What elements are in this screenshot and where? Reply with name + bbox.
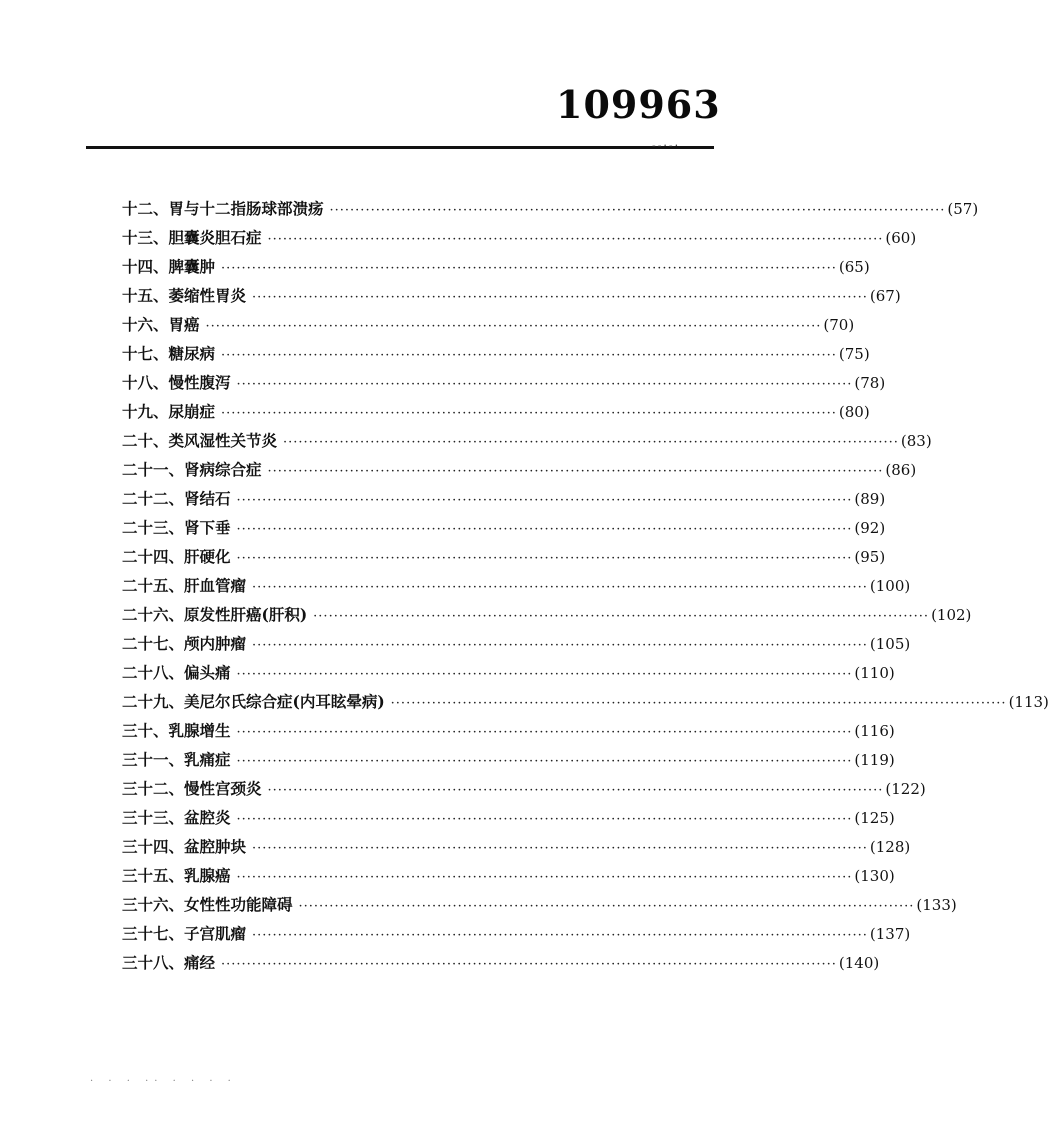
toc-entry [122,603,972,632]
toc-entry-page: (89) [854,490,886,508]
toc-entry [122,226,917,255]
toc-leader-dots: ························································································································ [236,493,853,508]
toc-entry-title: 十九、尿崩症 [122,402,216,421]
toc-entry [122,806,895,835]
toc-entry [122,864,895,893]
toc-leader-dots: ························································································································ [221,406,837,421]
toc-entry [122,632,911,661]
toc-entry-page: (125) [854,809,895,827]
toc-entry [122,487,886,516]
toc-entry [122,719,895,748]
toc-entry-title: 二十四、肝硬化 [122,547,231,566]
toc-entry-page: (75) [838,345,870,363]
toc-leader-dots: ························································································································ [236,551,853,566]
toc-leader-dots: ························································································································ [283,435,899,450]
toc-leader-dots: ························································································································ [236,522,853,537]
toc-entry-title: 三十七、子宫肌瘤 [122,924,247,943]
toc-entry-page: (102) [931,606,972,624]
toc-entry-title: 三十六、女性性功能障碍 [122,895,293,914]
toc-entry [122,545,886,574]
toc-leader-dots: ························································································································ [252,290,868,305]
toc-leader-dots: ························································································································ [221,348,837,363]
toc-entry-title: 二十五、肝血管瘤 [122,576,247,595]
toc-leader-dots: ························································································································ [329,203,946,218]
toc-leader-dots: ························································································································ [236,812,853,827]
toc-entry-page: (140) [838,954,880,972]
toc-entry-title: 二十一、肾病综合症 [122,460,262,479]
toc-entry-title: 二十八、偏头痛 [122,663,231,682]
toc-entry [122,458,917,487]
toc-entry [122,371,886,400]
toc-leader-dots: ························································································································ [236,667,853,682]
toc-entry-page: (128) [869,838,911,856]
toc-entry-page: (95) [854,548,886,566]
toc-leader-dots: ························································································································ [252,580,868,595]
toc-entry-page: (67) [869,287,901,305]
toc-entry-page: (137) [869,925,911,943]
toc-entry-title: 三十、乳腺增生 [122,721,231,740]
toc-leader-dots: ························································································································ [221,261,837,276]
toc-entry [122,574,911,603]
header-rule [86,146,714,149]
toc-leader-dots: ························································································································ [267,232,884,247]
toc-entry-title: 十三、胆囊炎胆石症 [122,228,262,247]
toc-entry [122,400,870,429]
toc-entry-title: 十八、慢性腹泻 [122,373,231,392]
toc-entry-page: (92) [854,519,886,537]
toc-entry [122,690,1049,719]
scan-specks: · · · ·· · · · · [90,1076,237,1087]
toc-entry-page: (78) [854,374,886,392]
toc-entry-title: 二十二、肾结石 [122,489,231,508]
toc-entry [122,835,911,864]
toc-entry-title: 二十七、颅内肿瘤 [122,634,247,653]
toc-leader-dots: ························································································································ [236,870,853,885]
toc-entry [122,516,886,545]
toc-leader-dots: ························································································································ [252,841,868,856]
toc-leader-dots: ························································································································ [252,928,868,943]
toc-entry [122,777,926,806]
toc-entry-title: 二十三、肾下垂 [122,518,231,537]
toc-entry-page: (57) [947,200,979,218]
toc-entry-page: (65) [838,258,870,276]
table-of-contents [122,197,1049,980]
toc-entry [122,661,895,690]
toc-entry-page: (110) [854,664,895,682]
toc-entry-page: (86) [885,461,917,479]
toc-entry [122,922,911,951]
toc-entry-title: 三十三、盆腔炎 [122,808,231,827]
toc-entry-title: 十七、糖尿病 [122,344,216,363]
toc-entry-title: 三十五、乳腺癌 [122,866,231,885]
toc-entry [122,313,855,342]
toc-entry-title: 三十二、慢性宫颈炎 [122,779,262,798]
toc-entry [122,342,870,371]
toc-entry-page: (133) [916,896,957,914]
toc-entry-page: (119) [854,751,895,769]
toc-entry-page: (113) [1008,693,1049,711]
toc-entry-page: (122) [885,780,926,798]
toc-entry-page: (116) [854,722,895,740]
toc-entry-page: (60) [885,229,917,247]
toc-leader-dots: ························································································································ [267,783,884,798]
toc-entry-title: 十六、胃癌 [122,315,200,334]
toc-leader-dots: ························································································································ [298,899,915,914]
toc-entry-page: (100) [869,577,911,595]
toc-entry [122,284,901,313]
page-number: 109963 [556,82,721,127]
toc-entry-title: 二十六、原发性肝癌(肝积) [122,605,308,624]
toc-leader-dots: ························································································································ [236,725,853,740]
toc-leader-dots: ························································································································ [205,319,822,334]
toc-entry-page: (83) [900,432,932,450]
toc-leader-dots: ························································································································ [236,377,853,392]
toc-entry-page: (70) [823,316,855,334]
toc-entry [122,748,895,777]
toc-entry-page: (130) [854,867,895,885]
toc-entry-title: 三十八、痛经 [122,953,216,972]
toc-leader-dots: ························································································································ [252,638,868,653]
toc-entry-page: (105) [869,635,911,653]
toc-entry-title: 三十四、盆腔肿块 [122,837,247,856]
toc-leader-dots: ························································································································ [267,464,884,479]
toc-entry-title: 十二、胃与十二指肠球部溃疡 [122,199,324,218]
toc-entry [122,893,957,922]
header-rule-mark: --·-· [652,139,681,152]
toc-entry-title: 十五、萎缩性胃炎 [122,286,247,305]
toc-leader-dots: ························································································································ [390,696,1007,711]
toc-leader-dots: ························································································································ [236,754,853,769]
toc-entry [122,951,880,980]
toc-entry-title: 二十、类风湿性关节炎 [122,431,278,450]
toc-leader-dots: ························································································································ [221,957,837,972]
toc-entry-page: (80) [838,403,870,421]
toc-entry-title: 二十九、美尼尔氏综合症(内耳眩晕病) [122,692,385,711]
toc-entry [122,429,932,458]
toc-entry [122,255,870,284]
toc-entry [122,197,979,226]
toc-leader-dots: ························································································································ [313,609,930,624]
toc-entry-title: 三十一、乳痛症 [122,750,231,769]
toc-entry-title: 十四、脾囊肿 [122,257,216,276]
